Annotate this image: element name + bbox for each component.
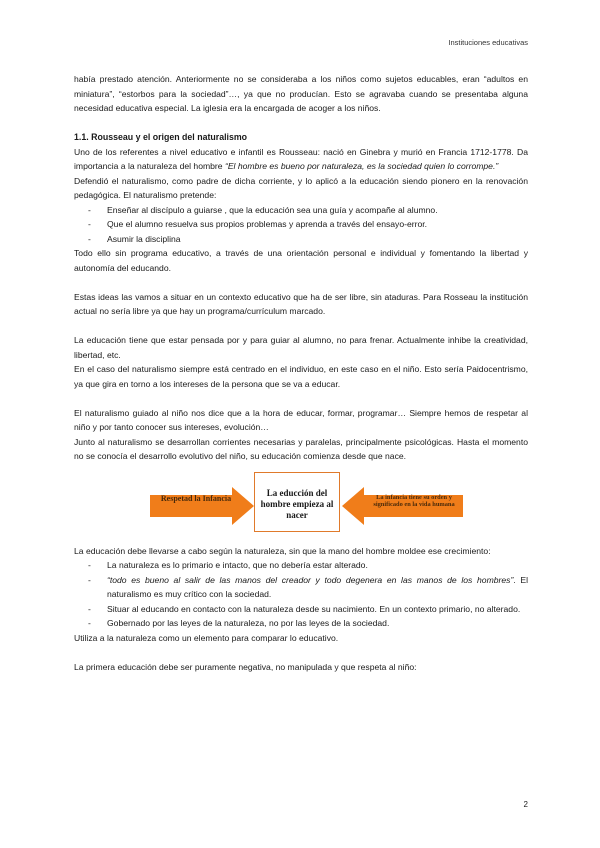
right-pointing-arrow-icon [150, 487, 254, 525]
paragraph-guiado: El naturalismo guiado al niño nos dice que a la hora de educar, formar, programar… Siempre hemos de respetar al niño y por tanto conocer sus intereses, evolución… [74, 407, 528, 432]
arrow-shape [150, 487, 254, 525]
list-item: - La naturaleza es lo primario e intacto, que no debería estar alterado. [74, 558, 528, 573]
list-item-text: . El naturalismo es muy crítico con la sociedad. [107, 574, 528, 599]
list-item: - Asumir la disciplina [74, 232, 528, 247]
paragraph-rousseau-text: Uno de los referentes a nivel educativo e infantil es Rousseau: nació en Ginebra y murió en Francia 1712-1778. Da importancia a la naturaleza del hombre [74, 146, 528, 171]
left-arrow [150, 487, 254, 525]
paragraph-compara: Utiliza a la naturaleza como un elemento para comparar lo educativo. [74, 632, 339, 643]
list-item: - Enseñar al discípulo a guiarse , que la educación sea una guía y acompañe al alumno. [74, 203, 528, 218]
paragraph-corrientes: Junto al naturalismo se desarrollan corrientes necesarias y paralelas, principalmente psicológicas. Hasta el momento no se conocía el desarrollo evolutivo del niño, su educación comienza desde que nace. [74, 436, 528, 461]
paragraph-programa: Todo ello sin programa educativo, a través de una orientación personal e individual y fomentando la libertad y autonomía del educando. [74, 248, 528, 273]
naturalism-diagram [74, 472, 528, 538]
list-item [74, 573, 528, 602]
list-item: - Situar al educando en contacto con la naturaleza desde su nacimiento. En un contexto primario, no alterado. [74, 602, 528, 617]
paragraph-paidocentrismo: En el caso del naturalismo siempre está centrado en el individuo, en este caso en el niño. Esto sería Paidocentrismo, ya que gira en torno a los intereses de la persona que se va a educar. [74, 364, 528, 389]
section-heading: 1.1. Rousseau y el origen del naturalismo [74, 132, 248, 142]
paragraph-rousseau [74, 145, 528, 174]
paragraph-primera-educacion: La primera educación debe ser puramente negativa, no manipulada y que respeta al niño: [74, 661, 417, 672]
paragraph-naturaleza: La educación debe llevarse a cabo según la naturaleza, sin que la mano del hombre moldee ese crecimiento: [74, 545, 491, 556]
right-arrow-label: La infancia tiene su orden y significado en la vida humana [373, 493, 455, 508]
list-item: - Gobernado por las leyes de la naturaleza, no por las leyes de la sociedad. [74, 616, 528, 631]
center-box: La educción del hombre empieza al nacer [254, 472, 340, 532]
left-arrow-label: Respetad la Infancia [160, 493, 232, 503]
page-content [74, 72, 528, 674]
creator-quote: “todo es bueno al salir de las manos del creador y todo degenera en las manos de los hombres” [107, 574, 514, 585]
page-number: 2 [523, 800, 528, 809]
list-item: - Que el alumno resuelva sus propios problemas y aprenda a través del ensayo-error. [74, 217, 528, 232]
naturaleza-list [74, 558, 528, 631]
paragraph-naturalismo: Defendió el naturalismo, como padre de dicha corriente, y lo aplicó a la educación siendo pionero en la renovación pedagógica. El naturalismo pretende: [74, 175, 528, 200]
paragraph-contexto: Estas ideas las vamos a situar en un contexto educativo que ha de ser libre, sin ataduras. Para Rosseau la institución actual no sería libre ya que hay un programa/currículum marcado. [74, 291, 528, 316]
rousseau-quote: “El hombre es bueno por naturaleza, es la sociedad quien lo corrompe.” [224, 161, 499, 171]
intro-paragraph: había prestado atención. Anteriormente no se consideraba a los niños como sujetos educables, eran “adultos en miniatura”, “estorbos para la sociedad”…, ya que no producían. Esto se agravaba cuando se presentaba alguna necesidad educativa especial. La iglesia era la encargada de acoger a los niños. [74, 74, 528, 113]
running-header: Instituciones educativas [448, 38, 528, 47]
right-arrow [342, 487, 463, 525]
paragraph-educacion: La educación tiene que estar pensada por y para guiar al alumno, no para frenar. Actualmente inhibe la creatividad, libertad, etc. [74, 335, 528, 360]
naturalismo-list [74, 203, 528, 247]
